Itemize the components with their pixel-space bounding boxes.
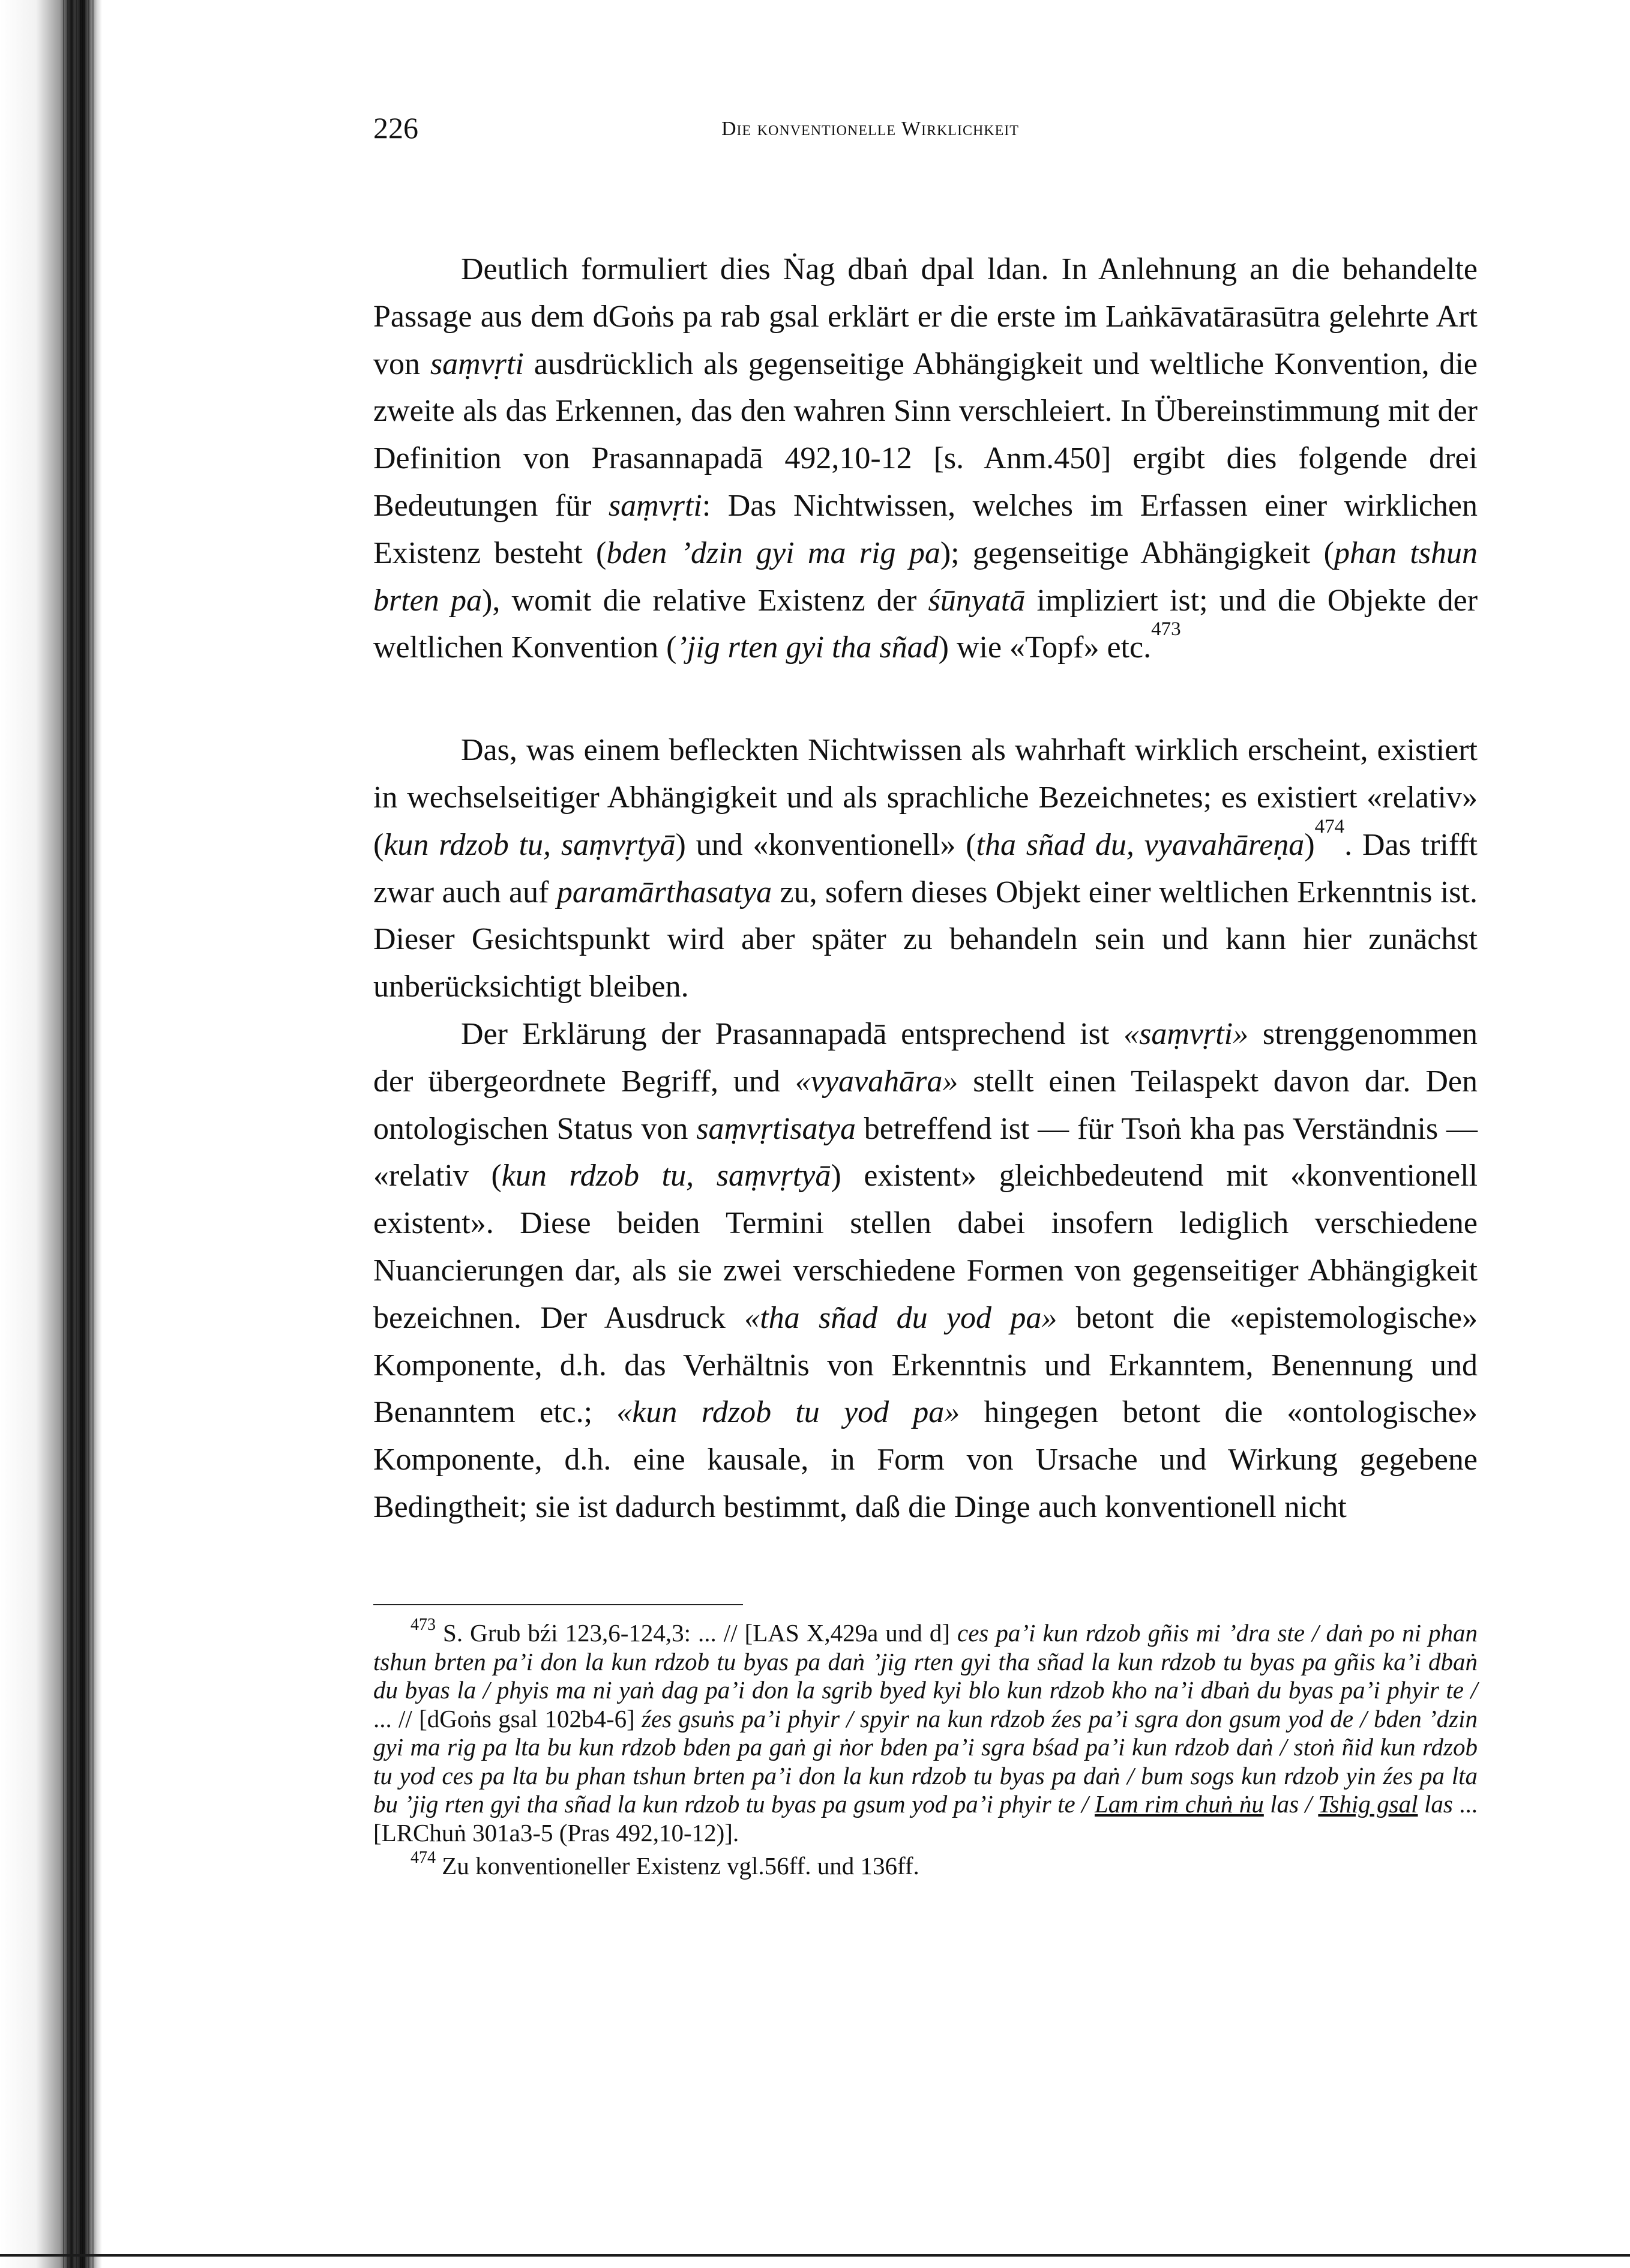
text-fragment: ); gegenseitige Abhängigkeit ( [940,535,1334,570]
tibetan-quote: las [1418,1790,1453,1818]
text-fragment: impliziert ist; und die Objekte der weltlichen Konvention ( [373,583,1478,665]
text-fragment: strenggenommen der übergeordnete Begriff, und [373,1016,1478,1099]
term-italic: paramārthasatya [556,875,772,909]
text-fragment: stellt einen Teilaspekt davon dar. Den ontologischen Status von [373,1064,1478,1146]
footnote-474 [373,1848,1478,1881]
footnote-number: 473 [411,1615,436,1634]
term-italic: saṃvṛti [430,346,524,381]
paragraph [373,246,1478,672]
text-fragment: betreffend ist — für Tsoṅ kha pas Verständnis — «relativ ( [373,1111,1478,1193]
title-underlined: Tshig gsal [1318,1790,1418,1818]
term-italic: ’jig rten gyi tha sñad [676,630,939,665]
term-italic: śūnyatā [928,583,1026,618]
text-fragment: S. Grub bźi 123,6-124,3: ... // [LAS X,429a und d] [436,1619,958,1647]
text-fragment: ) [1304,827,1315,862]
running-head [373,110,1478,152]
footnote-473 [373,1615,1478,1847]
text-fragment: hingegen betont die «ontologische» Komponente, d.h. eine kausale, in Form von Ursache und Wirkung gegebene Bedingtheit; sie ist dadurch bestimmt, daß die Dinge auch konventionell nicht [373,1395,1478,1524]
scan-bottom-edge [0,2254,1630,2257]
term-italic: saṃvṛti [608,488,702,523]
term-italic: phan tshun brten pa [373,535,1478,618]
term-italic: kun rdzob tu, saṃvṛtyā [383,827,676,862]
title-underlined: Lam rim chuṅ ṅu [1094,1790,1264,1818]
term-italic: «vyavahāra» [795,1064,958,1099]
text-fragment: . Das trifft zwar auch auf [373,827,1478,909]
text-fragment: Deutlich formuliert dies Ṅag dbaṅ dpal ldan. In Anlehnung an die behandelte Passage aus dem dGoṅs pa rab gsal erklärt er die erste im Laṅkāvatārasūtra gelehrte Art von [373,252,1478,381]
footnote-divider [373,1604,743,1605]
text-fragment: Das, was einem befleckten Nichtwissen als wahrhaft wirklich erscheint, existiert in wechselseitiger Abhängigkeit und als sprachliche Bezeichnetes; es existiert «relativ» ( [373,733,1478,862]
tibetan-quote: źes gsuṅs pa’i phyir / spyir na kun rdzob źes pa’i sgra don gsum yod de / bden ’dzin gyi ma rig pa lta bu kun rdzob bden pa gaṅ gi ṅor bden pa’i sgra bśad pa’i kun rdzob daṅ / stoṅ ñid kun rdzob tu yod ces pa lta bu phan tshun brten pa’i don la kun rdzob tu byas pa daṅ / bum sogs kun rdzob yin źes pa lta bu ’jig rten gyi tha sñad la kun rdzob tu byas pa gsum yod pa’i phyir te / [373,1704,1478,1818]
tibetan-quote: las / [1263,1790,1319,1818]
paragraph [373,727,1478,1011]
text-fragment: zu, sofern dieses Objekt einer weltlichen Erkenntnis ist. Dieser Gesichtspunkt wird aber später zu behandeln sein und kann hier zunächst unberücksichtigt bleiben. [373,875,1478,1004]
text-fragment: ) wie «Topf» etc. [938,630,1152,665]
text-fragment: Der Erklärung der Prasannapadā entsprechend ist [461,1016,1124,1051]
term-italic: kun rdzob tu, saṃvṛtyā [501,1159,831,1193]
footnote-number: 474 [411,1848,436,1867]
chapter-title: Die konventionelle Wirklichkeit [721,118,1019,140]
term-italic: «kun rdzob tu yod pa» [616,1395,960,1430]
paragraph [373,1011,1478,1531]
text-fragment: Zu konventioneller Existenz vgl.56ff. und 136ff. [436,1852,919,1880]
text-fragment: ... [LRChuṅ 301a3-5 (Pras 492,10-12)]. [373,1790,1478,1847]
text-fragment: betont die «epistemologische» Komponente, d.h. das Verhältnis von Erkenntnis und Erkanntem, Benennung und Benanntem etc.; [373,1300,1478,1430]
text-fragment: ) existent» gleichbedeutend mit «konventionell existent». Diese beiden Termini stellen dabei insofern lediglich verschiedene Nuancierungen dar, als sie zwei verschiedene Formen von gegenseitiger Abhängigkeit bezeichnen. Der Ausdruck [373,1159,1478,1335]
footnote-ref[interactable]: 473 [1151,618,1181,641]
main-text [373,246,1478,1531]
text-fragment: : Das Nichtwissen, welches im Erfassen einer wirklichen Existenz besteht ( [373,488,1478,570]
text-fragment: ), womit die relative Existenz der [482,583,928,618]
term-italic: saṃvṛtisatya [696,1111,856,1146]
term-italic: bden ’dzin gyi ma rig pa [606,535,940,570]
term-italic: «saṃvṛti» [1123,1016,1249,1051]
footnote-ref[interactable]: 474 [1314,815,1345,837]
footnotes [373,1615,1478,1881]
text-fragment: ... // [dGoṅs gsal 102b4-6] [373,1704,642,1733]
page-number: 226 [373,111,418,145]
text-fragment: ausdrücklich als gegenseitige Abhängigkeit und weltliche Konvention, die zweite als das Erkennen, das den wahren Sinn verschleiert. In Übereinstimmung mit der Definition von Prasannapadā 492,10-12 [s. Anm.450] ergibt dies folgende drei Bedeutungen für [373,346,1478,523]
tibetan-quote: ces pa’i kun rdzob gñis mi ’dra ste / daṅ po ni phan tshun brten pa’i don la kun rdzob tu byas pa daṅ ’jig rten gyi tha sñad la kun rdzob tu byas pa gñis ka’i dbaṅ du byas la / phyis ma ni yaṅ dag pa’i don la sgrib byed kyi blo kun rdzob kho na’i dbaṅ du byas pa’i phyir te / [373,1619,1478,1704]
term-italic: tha sñad du, vyavahāreṇa [976,827,1305,862]
term-italic: «tha sñad du yod pa» [744,1300,1057,1335]
text-fragment: ) und «konventionell» ( [675,827,976,862]
